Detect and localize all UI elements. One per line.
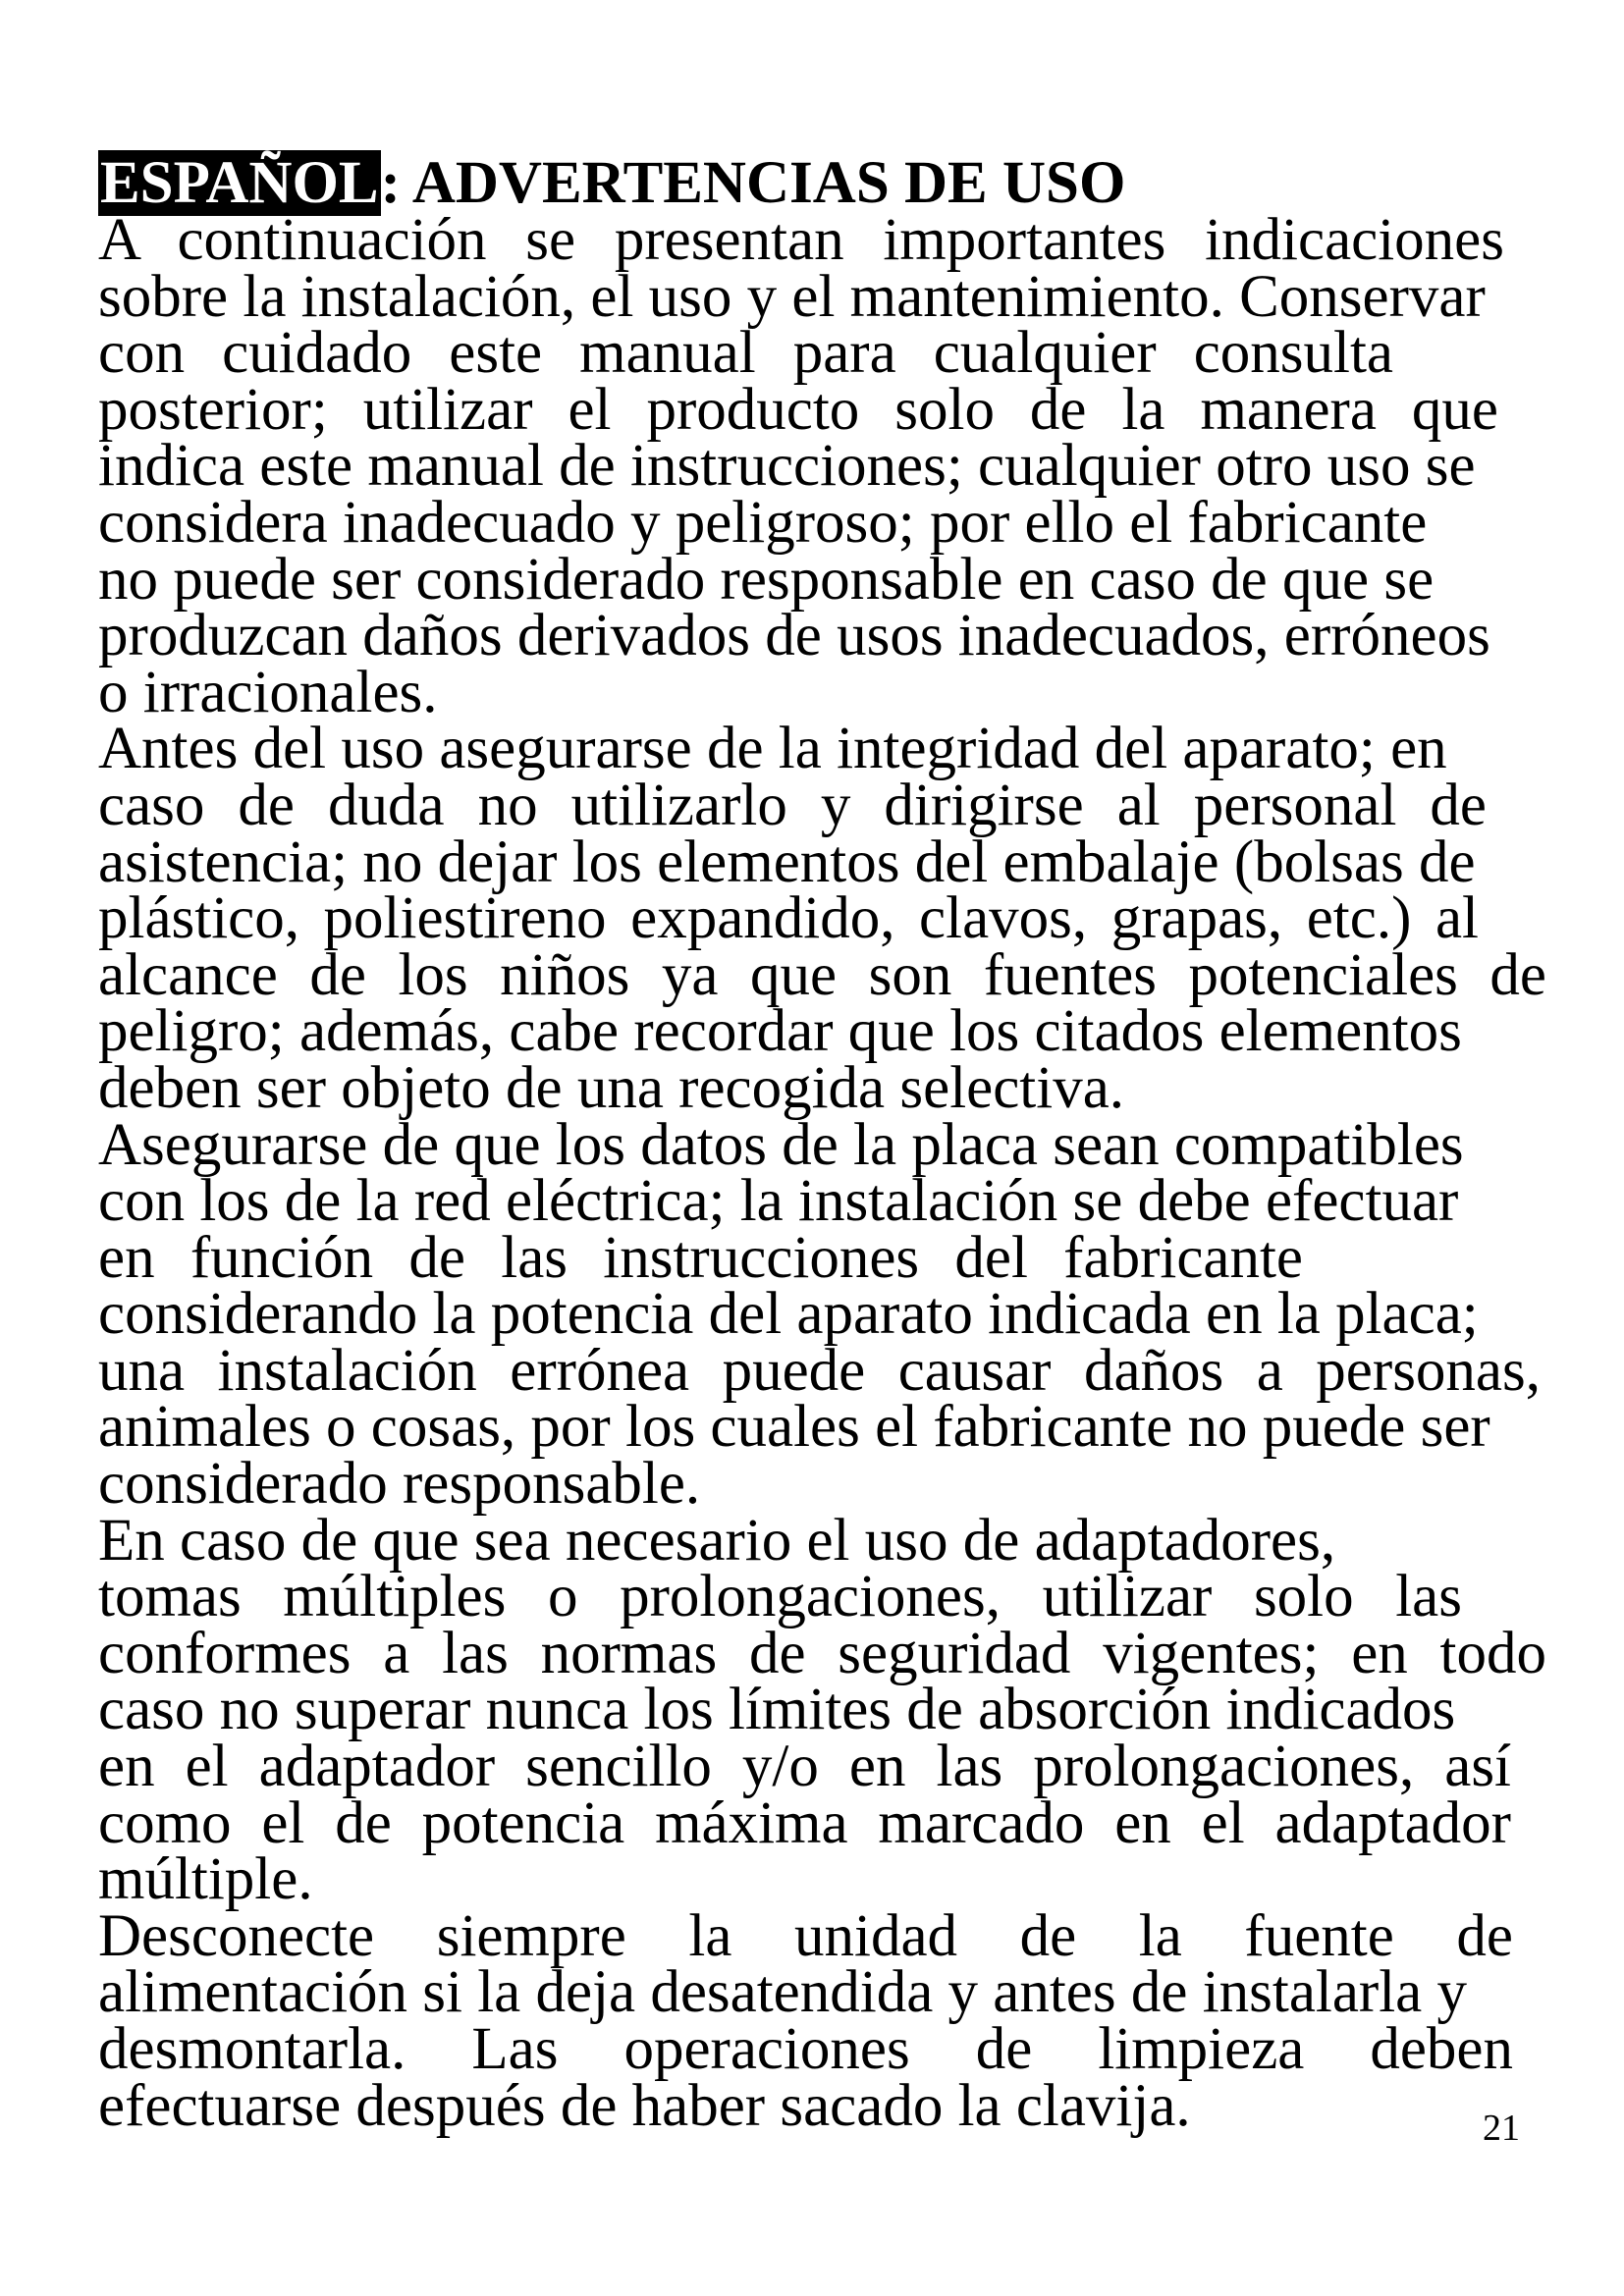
text-line: considerando la potencia del aparato indicada en la placa; <box>98 1281 1479 1348</box>
text-line: en función de las instrucciones del fabricante <box>98 1224 1303 1291</box>
text-line: Desconecte siempre la unidad de la fuente de <box>98 1902 1513 1969</box>
text-line: no puede ser considerado responsable en caso de que se <box>98 546 1435 613</box>
text-line: asistencia; no dejar los elementos del embalaje (bolsas de <box>98 828 1476 895</box>
text-line: como el de potencia máxima marcado en el adaptador <box>98 1789 1511 1856</box>
text-line: múltiple. <box>98 1846 313 1913</box>
manual-page <box>98 150 1571 2139</box>
page-number: 21 <box>1483 2108 1520 2149</box>
text-line: con cuidado este manual para cualquier consulta <box>98 320 1393 387</box>
heading-title: ADVERTENCIAS DE USO <box>411 150 1126 216</box>
language-tag: ESPAÑOL <box>100 150 379 216</box>
text-line: en el adaptador sencillo y/o en las prolongaciones, así <box>98 1734 1511 1800</box>
text-line: animales o cosas, por los cuales el fabricante no puede ser <box>98 1394 1490 1461</box>
text-line: En caso de que sea necesario el uso de adaptadores, <box>98 1507 1336 1574</box>
text-line: efectuarse después de haber sacado la clavija. <box>98 2072 1191 2139</box>
section-heading <box>98 150 1571 216</box>
text-line: con los de la red eléctrica; la instalación se debe efectuar <box>98 1168 1459 1235</box>
text-line: caso de duda no utilizarlo y dirigirse al personal de <box>98 772 1487 838</box>
text-line: Asegurarse de que los datos de la placa sean compatibles <box>98 1111 1464 1178</box>
text-line: plástico, poliestireno expandido, clavos, grapas, etc.) al <box>98 885 1479 952</box>
text-line: una instalación errónea puede causar daños a personas, <box>98 1337 1541 1404</box>
text-line: alimentación si la deja desatendida y antes de instalarla y <box>98 1959 1468 2026</box>
text-line: conformes a las normas de seguridad vigentes; en todo <box>98 1620 1546 1686</box>
text-line: desmontarla. Las operaciones de limpieza deben <box>98 2016 1513 2082</box>
text-line: A continuación se presentan importantes indicaciones <box>98 207 1504 273</box>
text-line: indica este manual de instrucciones; cualquier otro uso se <box>98 433 1476 500</box>
text-line: considerado responsable. <box>98 1451 701 1518</box>
text-line: o irracionales. <box>98 659 438 725</box>
text-line: peligro; además, cabe recordar que los citados elementos <box>98 998 1462 1065</box>
text-line: alcance de los niños ya que son fuentes potenciales de <box>98 941 1546 1008</box>
text-line: tomas múltiples o prolongaciones, utilizar solo las <box>98 1564 1462 1630</box>
text-line: produzcan daños derivados de usos inadecuados, erróneos <box>98 603 1490 669</box>
heading-separator: : <box>380 150 401 216</box>
text-line: sobre la instalación, el uso y el mantenimiento. Conservar <box>98 263 1486 330</box>
text-line: caso no superar nunca los límites de absorción indicados <box>98 1677 1456 1743</box>
text-line: considera inadecuado y peligroso; por ello el fabricante <box>98 489 1428 556</box>
text-line: posterior; utilizar el producto solo de la manera que <box>98 376 1498 443</box>
text-line: deben ser objeto de una recogida selectiva. <box>98 1054 1125 1121</box>
text-line: Antes del uso asegurarse de la integridad del aparato; en <box>98 716 1447 782</box>
